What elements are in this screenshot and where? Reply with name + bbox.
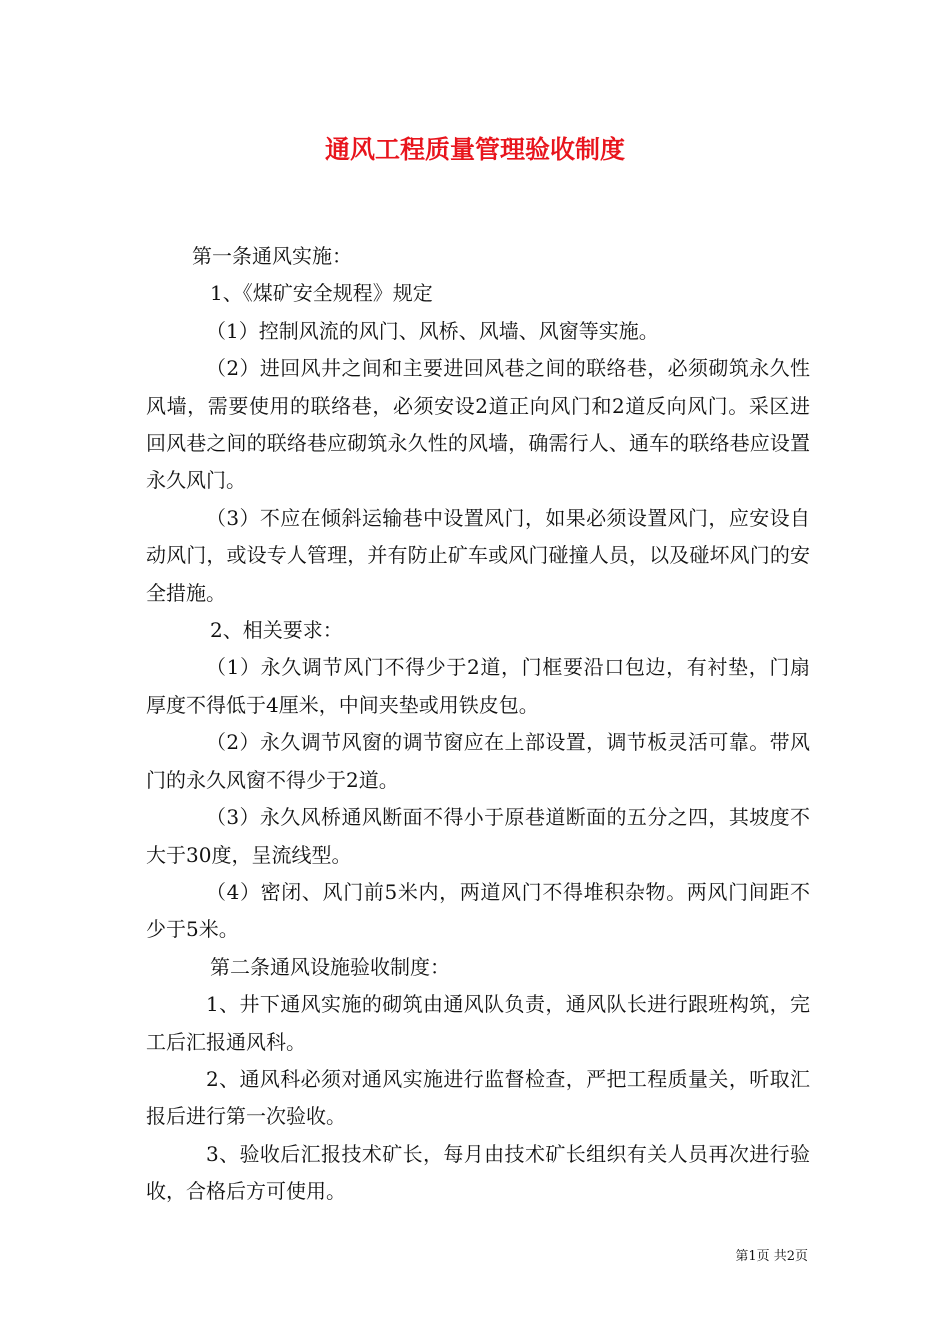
paragraph-requirements-heading: 2、相关要求： [210,618,343,643]
paragraph-acceptance-item-1: 1、井下通风实施的砌筑由通风队负责，通风队长进行跟班构筑，完工后汇报通风科。 [146,992,810,1054]
paragraph-regulation-item-3: （3）不应在倾斜运输巷中设置风门，如果必须设置风门，应安设自动风门，或设专人管理，并有防止矿车或风门碰撞人员，以及碰坏风门的安全措施。 [146,505,810,605]
page-number: 第1页 共2页 [735,1249,808,1264]
paragraph-requirement-item-4: （4）密闭、风门前5米内，两道风门不得堆积杂物。两风门间距不少于5米。 [146,879,810,942]
document-body [146,238,810,1211]
paragraph-regulation-heading: 1、《煤矿安全规程》规定 [210,281,433,306]
paragraph-requirement-item-3: （3）永久风桥通风断面不得小于原巷道断面的五分之四，其坡度不大于30度，呈流线型。 [146,805,810,867]
paragraph-requirement-item-2: （2）永久调节风窗的调节窗应在上部设置，调节板灵活可靠。带风门的永久风窗不得少于2道。 [146,730,810,792]
paragraph-section-2-heading: 第二条通风设施验收制度： [210,954,450,979]
paragraph-acceptance-item-2: 2、通风科必须对通风实施进行监督检查，严把工程质量关，听取汇报后进行第一次验收。 [146,1066,810,1129]
document-title: 通风工程质量管理验收制度 [324,135,625,164]
paragraph-requirement-item-1: （1）永久调节风门不得少于2道，门框要沿口包边，有衬垫，门扇厚度不得低于4厘米，中间夹垫或用铁皮包。 [146,655,810,717]
paragraph-regulation-item-2: （2）进回风井之间和主要进回风巷之间的联络巷，必须砌筑永久性风墙，需要使用的联络巷，必须安设2道正向风门和2道反向风门。采区进回风巷之间的联络巷应砌筑永久性的风墙，确需行人、通车的联络巷应设置永久风门。 [146,356,810,493]
paragraph-regulation-item-1: （1）控制风流的风门、风桥、风墙、风窗等实施。 [206,318,659,343]
paragraph-section-1-heading: 第一条通风实施： [192,244,352,268]
paragraph-acceptance-item-3: 3、验收后汇报技术矿长，每月由技术矿长组织有关人员再次进行验收，合格后方可使用。 [146,1141,810,1204]
